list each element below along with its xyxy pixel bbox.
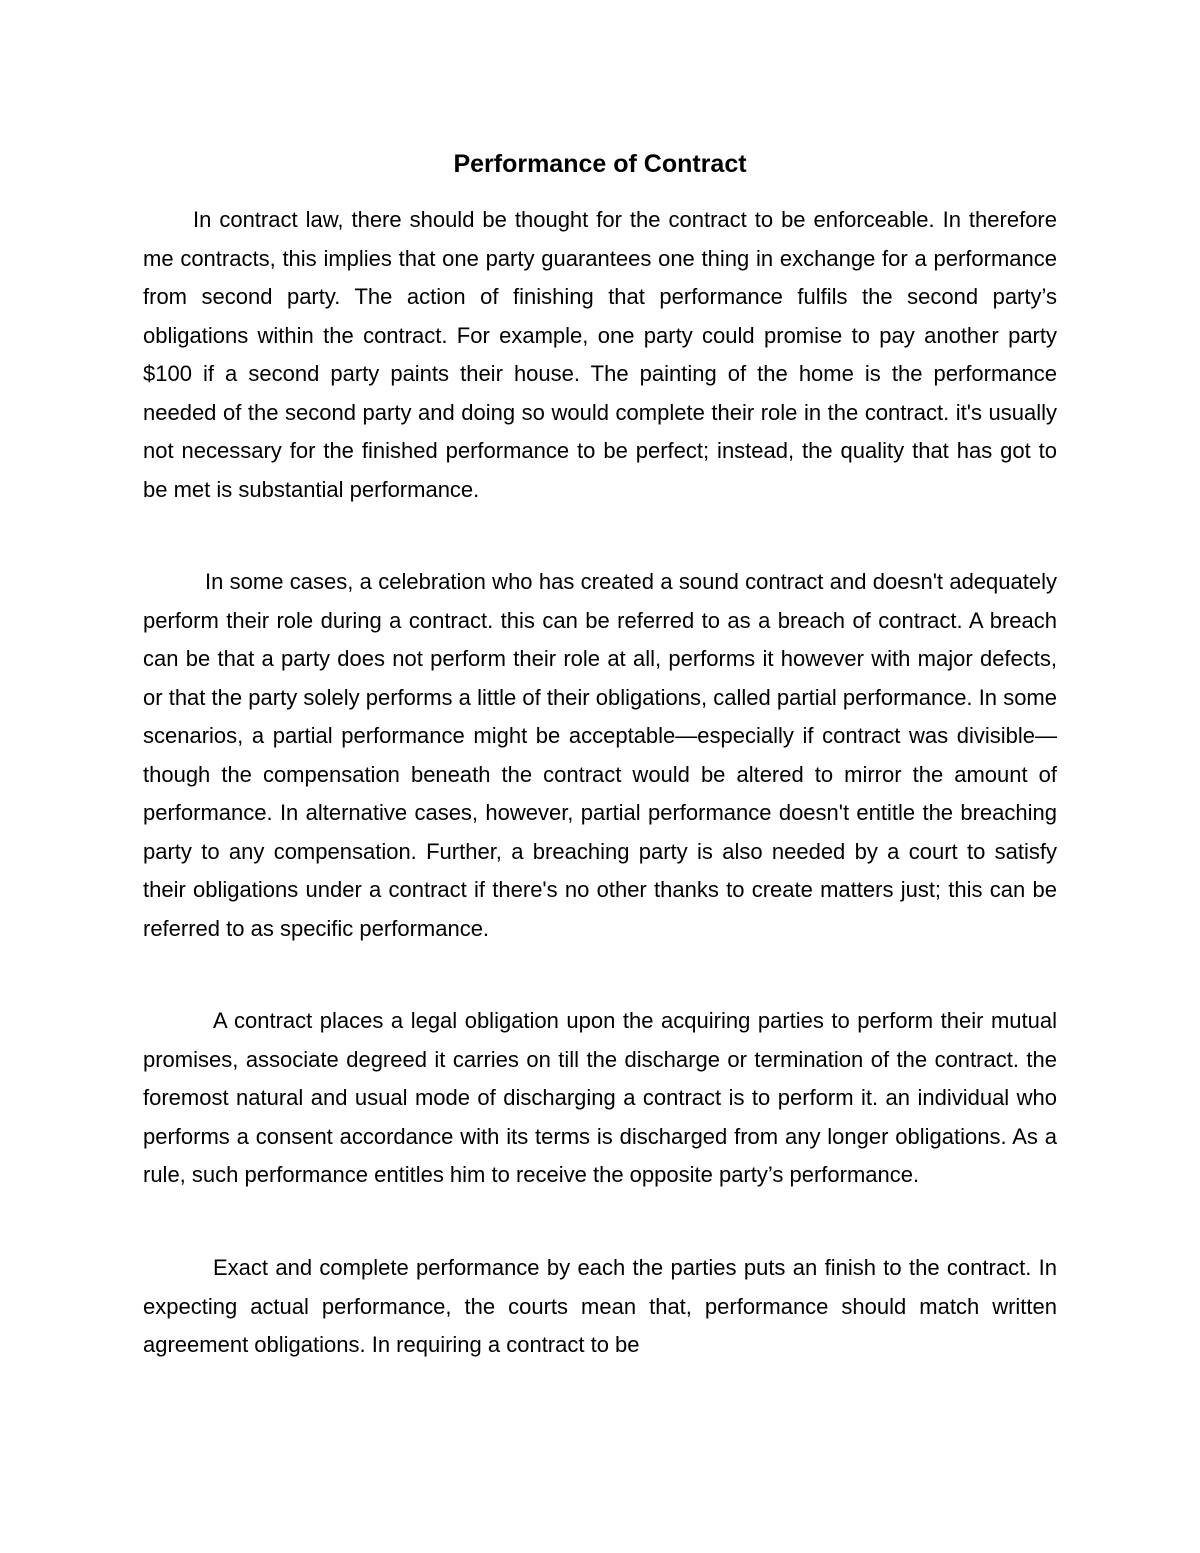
- document-title: Performance of Contract: [453, 150, 747, 178]
- paragraph-1: In contract law, there should be thought for the contract to be enforceable. In therefore me contracts, this implies that one party guarantees one thing in exchange for a performance from second party. The action of finishing that performance fulfils the second party’s obligations within the contract. For example, one party could promise to pay another party $100 if a second party paints their house. The painting of the home is the performance needed of the second party and doing so would complete their role in the contract. it's usually not necessary for the finished performance to be perfect; instead, the quality that has got to be met is substantial performance.: [143, 207, 1057, 502]
- paragraph-2: In some cases, a celebration who has created a sound contract and doesn't adequately perform their role during a contract. this can be referred to as a breach of contract. A breach can be that a party does not perform their role at all, performs it however with major defects, or that the party solely performs a little of their obligations, called partial performance. In some scenarios, a partial performance might be acceptable—especially if contract was divisible—though the compensation beneath the contract would be altered to mirror the amount of performance. In alternative cases, however, partial performance doesn't entitle the breaching party to any compensation. Further, a breaching party is also needed by a court to satisfy their obligations under a contract if there's no other thanks to create matters just; this can be referred to as specific performance.: [143, 569, 1057, 941]
- paragraph-4: Exact and complete performance by each the parties puts an finish to the contract. In expecting actual performance, the courts mean that, performance should match written agreement obligations. In requiring a contract to be: [143, 1255, 1057, 1357]
- paragraph-3: A contract places a legal obligation upon the acquiring parties to perform their mutual promises, associate degreed it carries on till the discharge or termination of the contract. the foremost natural and usual mode of discharging a contract is to perform it. an individual who performs a consent accordance with its terms is discharged from any longer obligations. As a rule, such performance entitles him to receive the opposite party’s performance.: [143, 1008, 1057, 1187]
